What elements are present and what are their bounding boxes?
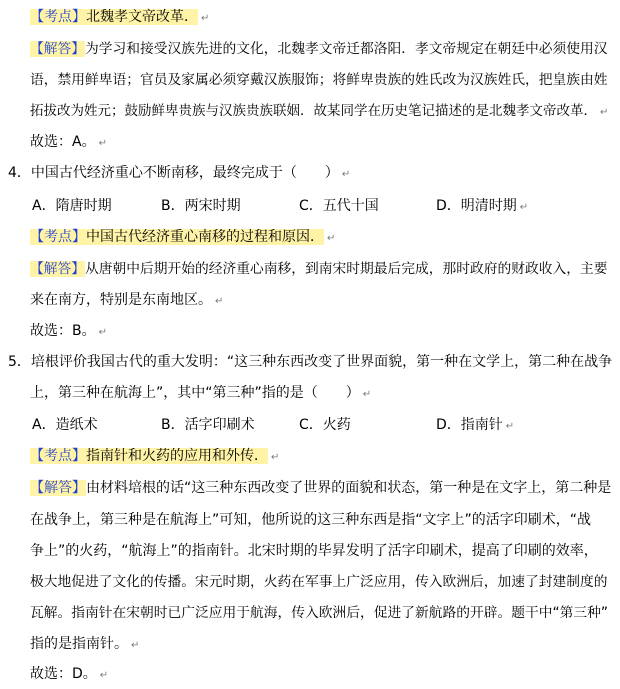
q5-jieda-text6: 指的是指南针。 xyxy=(30,636,128,652)
q5-answer: 故选：D。 xyxy=(30,666,97,682)
q3-jieda-text3: 拓拔改为姓元；鼓励鲜卑贵族与汉族贵族联姻．故某同学在历史笔记描述的是北魏孝文帝改革． xyxy=(30,103,597,119)
q5-option-c: C．火药 xyxy=(299,417,351,433)
q5-jieda-line2 xyxy=(30,510,591,530)
q5-kaodian-text: 指南针和火药的应用和外传． xyxy=(86,448,268,464)
q3-kaodian-text: 北魏孝文帝改革． xyxy=(86,9,198,25)
q5-stem-line1 xyxy=(8,352,612,372)
q5-option-a: A．造纸术 xyxy=(32,417,98,433)
q3-jieda-line2 xyxy=(30,70,608,90)
q4-stem: 4．中国古代经济重心不断南移，最终完成于（ ） xyxy=(8,165,339,181)
q5-jieda-text3: 争上”的火药，“航海上”的指南针。北宋时期的毕昇发明了活字印刷术，提高了印刷的效率， xyxy=(30,543,598,559)
q5-kaodian-tag: 【考点】 xyxy=(30,448,86,464)
q5-stem-text2: 上，第三种在航海上”，其中“第三种”指的是（ ） xyxy=(30,385,360,401)
q4-option-a: A．隋唐时期 xyxy=(32,198,112,214)
q3-jieda-text2: 语，禁用鲜卑语；官员及家属必须穿戴汉族服饰；将鲜卑贵族的姓氏改为汉族姓氏，把皇族由姓 xyxy=(30,72,608,88)
q4-jieda-line1 xyxy=(30,259,608,279)
return-arrow-icon: ↵ xyxy=(505,421,515,432)
return-arrow-icon: ↵ xyxy=(131,640,140,651)
q3-answer: 故选：A。 xyxy=(30,134,96,150)
q3-jieda-tag: 【解答】 xyxy=(30,41,86,57)
q5-jieda-text5: 瓦解。指南针在宋朝时已广泛应用于航海，传入欧洲后，促进了新航路的开辟。题干中“第三种” xyxy=(30,605,608,621)
q4-kaodian-tag: 【考点】 xyxy=(30,229,86,245)
q4-answer: 故选：B。 xyxy=(30,323,96,339)
return-arrow-icon: ↵ xyxy=(201,13,210,24)
q3-jieda-text1: 为学习和接受汉族先进的文化，北魏孝文帝迁都洛阳．孝文帝规定在朝廷中必须使用汉 xyxy=(85,41,608,57)
q4-kaodian-text: 中国古代经济重心南移的过程和原因． xyxy=(86,229,324,245)
return-arrow-icon: ↵ xyxy=(519,202,529,213)
q4-jieda-tag: 【解答】 xyxy=(30,261,86,277)
return-arrow-icon: ↵ xyxy=(341,169,351,180)
q5-option-b: B．活字印刷术 xyxy=(161,417,255,433)
q5-stem-text1: 5．培根评价我国古代的重大发明：“这三种东西改变了世界面貌，第一种在文学上，第二种在战争 xyxy=(8,354,613,370)
q4-option-d: D．明清时期 ↵ xyxy=(436,198,529,214)
q3-kaodian-line xyxy=(30,7,209,29)
q5-jieda-line1 xyxy=(30,478,611,498)
return-arrow-icon: ↵ xyxy=(98,138,107,149)
q4-option-b: B．两宋时期 xyxy=(161,198,241,214)
q3-kaodian-tag: 【考点】 xyxy=(30,9,86,25)
q5-jieda-tag: 【解答】 xyxy=(30,480,86,496)
q4-stem-line xyxy=(8,163,350,185)
q4-option-c: C．五代十国 xyxy=(299,198,379,214)
q4-answer-line xyxy=(30,321,107,343)
return-arrow-icon: ↵ xyxy=(362,389,372,400)
q4-kaodian-line xyxy=(30,227,335,249)
q5-jieda-line6 xyxy=(30,634,139,656)
return-arrow-icon: ↵ xyxy=(99,670,109,681)
q5-jieda-line3 xyxy=(30,541,598,561)
q5-jieda-text1: 由材料培根的话“这三种东西改变了世界的面貌和状态，第一种是在文字上，第二种是 xyxy=(86,480,612,496)
q5-stem-line2 xyxy=(30,383,371,405)
q5-jieda-text4: 极大地促进了文化的传播。宋元时期，火药在军事上广泛应用，传入欧洲后，加速了封建制度的 xyxy=(30,574,608,590)
q4-jieda-text2: 来在南方，特别是东南地区。 xyxy=(30,292,212,308)
q4-jieda-line2 xyxy=(30,290,223,312)
q5-jieda-text2: 在战争上，第三种是在航海上”可知，他所说的这三种东西是指“文字上”的活字印刷术，“战 xyxy=(30,512,592,528)
q3-answer-line xyxy=(30,132,107,154)
return-arrow-icon: ↵ xyxy=(215,296,224,307)
q5-kaodian-line xyxy=(30,446,279,468)
return-arrow-icon: ↵ xyxy=(327,233,336,244)
q4-jieda-text1: 从唐朝中后期开始的经济重心南移，到南宋时期最后完成，那时政府的财政收入，主要 xyxy=(85,261,608,277)
q5-jieda-line5 xyxy=(30,603,608,623)
q5-option-d: D．指南针 ↵ xyxy=(436,417,515,433)
q3-jieda-line3 xyxy=(30,101,608,123)
return-arrow-icon: ↵ xyxy=(271,452,280,463)
return-arrow-icon: ↵ xyxy=(600,107,609,118)
return-arrow-icon: ↵ xyxy=(98,327,107,338)
q5-answer-line xyxy=(30,664,108,686)
q3-jieda-line1 xyxy=(30,39,608,59)
q5-jieda-line4 xyxy=(30,572,608,592)
